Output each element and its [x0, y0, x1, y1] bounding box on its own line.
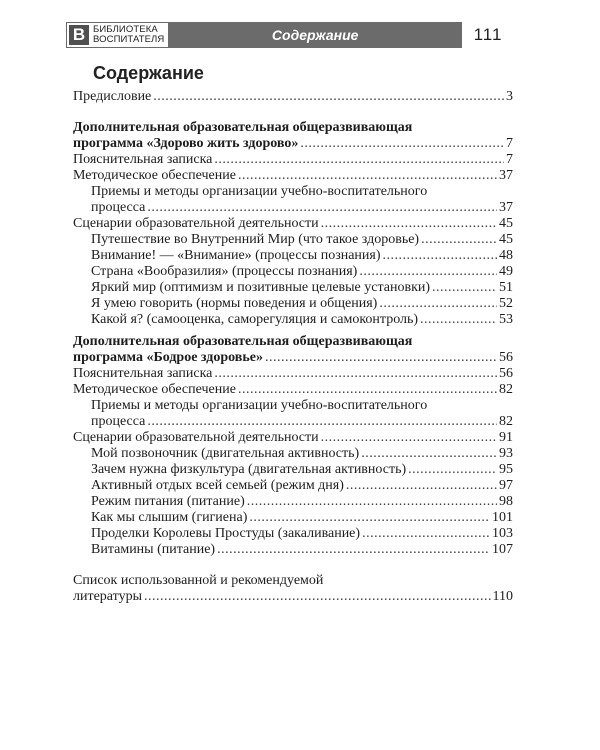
- toc-entry-page: 56: [499, 350, 513, 365]
- leader-dots: [238, 168, 497, 184]
- page-number: 111: [473, 25, 503, 44]
- toc-entry-text: программа «Бодрое здоровье»: [73, 350, 263, 365]
- toc-subentry[interactable]: [73, 542, 513, 558]
- toc-entry-page: 45: [499, 232, 513, 247]
- toc-entry-page: 82: [499, 382, 513, 397]
- leader-dots: [359, 264, 497, 280]
- toc-subentry[interactable]: [73, 462, 513, 478]
- toc-entry-page: 91: [499, 430, 513, 445]
- toc-entry-text: Страна «Вообразилия» (процессы познания): [91, 264, 358, 279]
- leader-dots: [379, 296, 497, 312]
- toc-subentry[interactable]: [73, 296, 513, 312]
- toc-entry-text-line1: Дополнительная образовательная общеразвивающая: [73, 334, 413, 349]
- toc-entry[interactable]: [73, 366, 513, 382]
- series-logo-letter: В: [69, 25, 89, 45]
- table-of-contents: [73, 89, 513, 605]
- leader-dots: [247, 494, 497, 510]
- toc-entry[interactable]: [73, 216, 513, 232]
- toc-entry-text-line1: Приемы и методы организации учебно-воспитательного: [91, 398, 428, 413]
- toc-entry-page: 48: [499, 248, 513, 263]
- toc-entry-text: программа «Здорово жить здорово»: [73, 136, 299, 151]
- toc-entry-page: 97: [499, 478, 513, 493]
- toc-entry-text: Пояснительная записка: [73, 366, 213, 381]
- toc-entry-page: 95: [499, 462, 513, 477]
- leader-dots: [217, 542, 490, 558]
- running-header: [66, 22, 514, 48]
- series-logo-line1: БИБЛИОТЕКА: [93, 24, 158, 35]
- toc-entry-text: Какой я? (самооценка, саморегуляция и самоконтроль): [91, 312, 419, 327]
- section-title-band: Содержание: [168, 22, 462, 48]
- leader-dots: [147, 200, 497, 216]
- leader-dots: [265, 350, 497, 366]
- toc-entry-page: 56: [499, 366, 513, 381]
- leader-dots: [383, 248, 497, 264]
- series-logo-text: [93, 25, 164, 45]
- toc-entry-page: 93: [499, 446, 513, 461]
- toc-entry-page: 51: [499, 280, 513, 295]
- toc-subentry[interactable]: [73, 494, 513, 510]
- toc-entry-page: 37: [499, 200, 513, 215]
- toc-program-heading[interactable]: [73, 120, 513, 152]
- toc-entry-text: Проделки Королевы Простуды (закаливание): [91, 526, 361, 541]
- toc-entry-text: Сценарии образовательной деятельности: [73, 430, 319, 445]
- toc-entry-text: Режим питания (питание): [91, 494, 245, 509]
- leader-dots: [432, 280, 497, 296]
- leader-dots: [144, 589, 491, 605]
- toc-entry-page: 3: [506, 89, 513, 104]
- toc-entry-page: 37: [499, 168, 513, 183]
- toc-entry-text: Зачем нужна физкультура (двигательная активность): [91, 462, 407, 477]
- leader-dots: [408, 462, 497, 478]
- leader-dots: [421, 232, 497, 248]
- toc-entry[interactable]: [73, 573, 513, 605]
- toc-entry-text: Яркий мир (оптимизм и позитивные целевые установки): [91, 280, 431, 295]
- toc-subentry[interactable]: [73, 248, 513, 264]
- toc-entry-text: Витамины (питание): [91, 542, 216, 557]
- toc-entry-page: 52: [499, 296, 513, 311]
- series-logo: [66, 22, 168, 48]
- toc-entry-text: процесса: [91, 200, 146, 215]
- toc-program-heading[interactable]: [73, 334, 513, 366]
- toc-entry-text-line1: Список использованной и рекомендуемой: [73, 573, 324, 588]
- toc-entry-text-line1: Приемы и методы организации учебно-воспитательного: [91, 184, 428, 199]
- toc-entry[interactable]: [73, 89, 513, 105]
- toc-entry-text: Как мы слышим (гигиена): [91, 510, 248, 525]
- toc-entry[interactable]: [73, 382, 513, 398]
- toc-entry-page: 107: [492, 542, 513, 557]
- toc-subentry[interactable]: [73, 398, 513, 430]
- leader-dots: [300, 136, 504, 152]
- toc-subentry[interactable]: [73, 232, 513, 248]
- toc-entry-text: Методическое обеспечение: [73, 168, 236, 183]
- toc-entry-page: 7: [506, 136, 513, 151]
- toc-subentry[interactable]: [73, 264, 513, 280]
- leader-dots: [361, 446, 497, 462]
- toc-entry-text: Мой позвоночник (двигательная активность): [91, 446, 360, 461]
- toc-subentry[interactable]: [73, 510, 513, 526]
- leader-dots: [214, 152, 504, 168]
- toc-entry-page: 101: [492, 510, 513, 525]
- toc-title: Содержание: [93, 63, 204, 83]
- toc-subentry[interactable]: [73, 184, 513, 216]
- toc-entry-text: Я умею говорить (нормы поведения и общения): [91, 296, 378, 311]
- toc-subentry[interactable]: [73, 280, 513, 296]
- leader-dots: [346, 478, 497, 494]
- leader-dots: [321, 430, 497, 446]
- leader-dots: [321, 216, 497, 232]
- toc-entry-text: Предисловие: [73, 89, 152, 104]
- toc-entry-text: Сценарии образовательной деятельности: [73, 216, 319, 231]
- toc-entry-page: 45: [499, 216, 513, 231]
- toc-entry-text-line1: Дополнительная образовательная общеразвивающая: [73, 120, 413, 135]
- leader-dots: [214, 366, 497, 382]
- leader-dots: [420, 312, 497, 328]
- toc-entry-text: процесса: [91, 414, 146, 429]
- toc-subentry[interactable]: [73, 478, 513, 494]
- toc-entry-page: 103: [492, 526, 513, 541]
- toc-subentry[interactable]: [73, 526, 513, 542]
- toc-entry-page: 82: [499, 414, 513, 429]
- toc-entry-text: Активный отдых всей семьей (режим дня): [91, 478, 344, 493]
- toc-entry-page: 98: [499, 494, 513, 509]
- toc-entry-page: 7: [506, 152, 513, 167]
- toc-entry-text: Внимание! — «Внимание» (процессы познания): [91, 248, 381, 263]
- toc-entry[interactable]: [73, 430, 513, 446]
- leader-dots: [362, 526, 490, 542]
- toc-entry-page: 49: [499, 264, 513, 279]
- series-logo-line2: ВОСПИТАТЕЛЯ: [93, 34, 165, 45]
- leader-dots: [147, 414, 497, 430]
- leader-dots: [238, 382, 497, 398]
- toc-entry-page: 110: [492, 589, 513, 604]
- toc-entry-text: Методическое обеспечение: [73, 382, 236, 397]
- toc-entry-text: Пояснительная записка: [73, 152, 213, 167]
- toc-entry-page: 53: [499, 312, 513, 327]
- toc-subentry[interactable]: [73, 446, 513, 462]
- toc-subentry[interactable]: [73, 312, 513, 328]
- toc-entry-text: литературы: [73, 589, 143, 604]
- toc-entry[interactable]: [73, 168, 513, 184]
- leader-dots: [249, 510, 490, 526]
- toc-entry-text: Путешествие во Внутренний Мир (что такое здоровье): [91, 232, 420, 247]
- leader-dots: [153, 89, 504, 105]
- toc-entry[interactable]: [73, 152, 513, 168]
